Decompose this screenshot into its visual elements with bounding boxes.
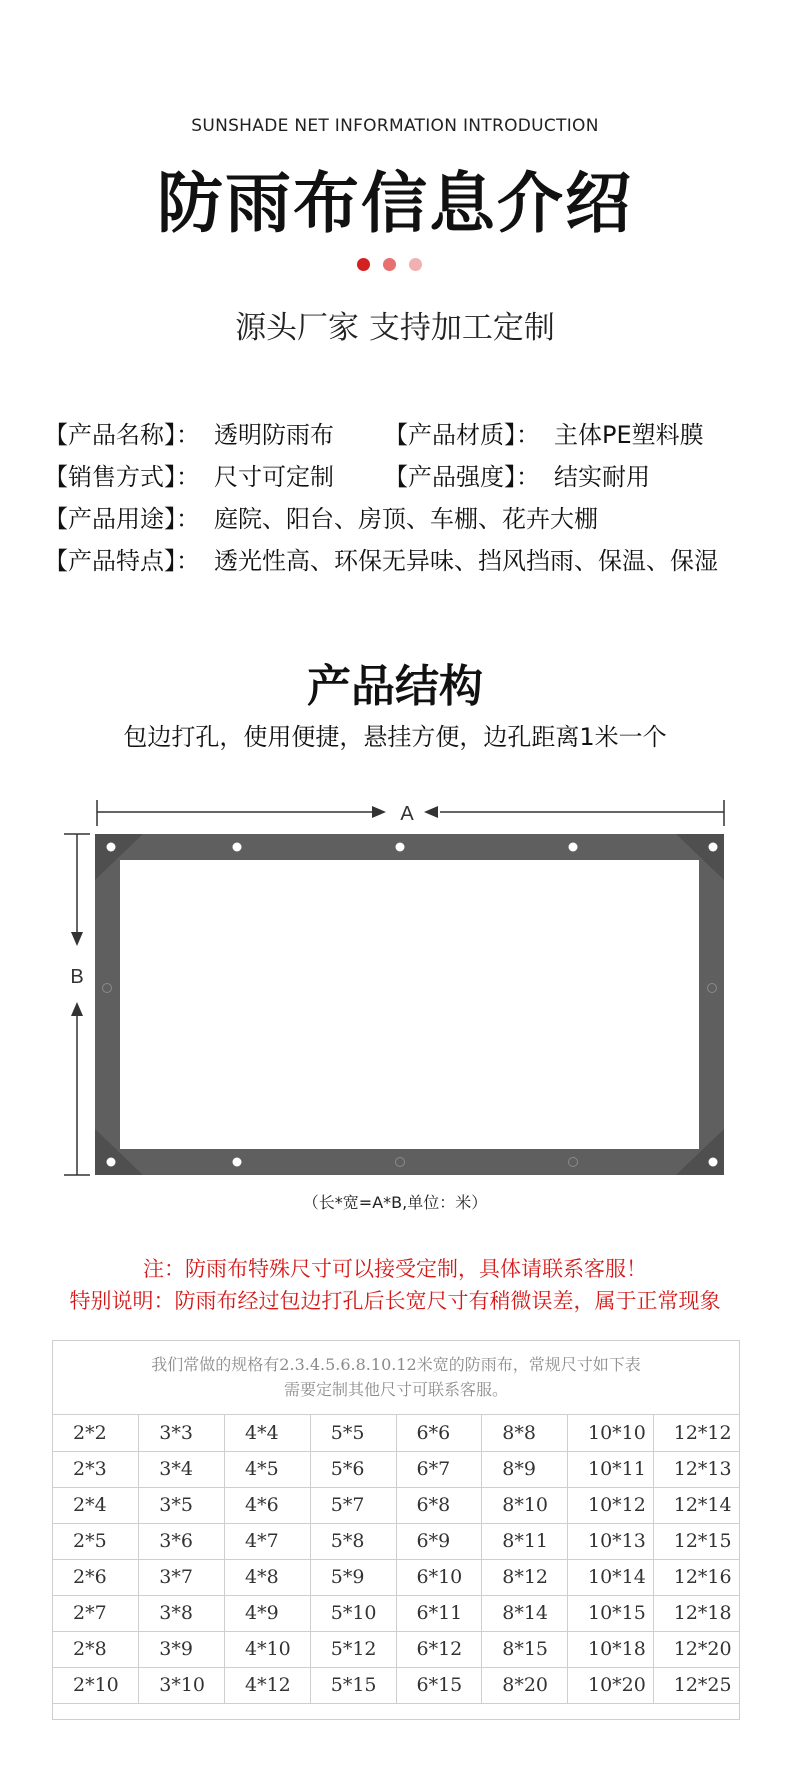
table-row: [53, 1631, 739, 1667]
dim-a-label: A: [400, 803, 414, 825]
size-cell: 12*14: [653, 1487, 739, 1523]
info-col2: [384, 457, 650, 492]
tarp-frame: [95, 834, 724, 1175]
size-cell: 6*11: [396, 1595, 482, 1631]
size-cell: 5*9: [310, 1559, 396, 1595]
size-cell: 4*9: [225, 1595, 311, 1631]
size-cell: 3*9: [139, 1631, 225, 1667]
size-cell: 12*12: [653, 1415, 739, 1451]
info-row-3: [44, 499, 598, 535]
size-cell: 4*12: [225, 1667, 311, 1703]
size-cell: 2*6: [53, 1559, 139, 1595]
size-cell: 12*13: [653, 1451, 739, 1487]
note-special: 特别说明：防雨布经过包边打孔后长宽尺寸有稍微误差，属于正常现象: [69, 1289, 721, 1313]
table-row: [53, 1451, 739, 1487]
size-cell: 8*15: [482, 1631, 568, 1667]
dim-b-label: B: [70, 966, 84, 988]
page-title: 防雨布信息介绍: [157, 165, 633, 242]
strength-value: 结实耐用: [554, 463, 650, 491]
size-cell: 5*10: [310, 1595, 396, 1631]
dim-a-arrow-left: [424, 806, 438, 818]
size-cell: 10*15: [568, 1595, 654, 1631]
size-cell: 5*5: [310, 1415, 396, 1451]
size-table: [52, 1340, 740, 1720]
size-cell: 12*15: [653, 1523, 739, 1559]
size-table-header: [53, 1341, 739, 1415]
size-cell: 8*9: [482, 1451, 568, 1487]
diagram-caption: （长*宽=A*B,单位：米）: [302, 1193, 488, 1212]
size-cell: 2*5: [53, 1523, 139, 1559]
size-cell: 5*6: [310, 1451, 396, 1487]
size-cell: 8*14: [482, 1595, 568, 1631]
size-cell: 6*10: [396, 1559, 482, 1595]
size-cell: 2*2: [53, 1415, 139, 1451]
grommet: [569, 843, 578, 852]
dot-3: [409, 258, 422, 271]
dot-1: [357, 258, 370, 271]
size-cell: 10*14: [568, 1559, 654, 1595]
table-row: [53, 1523, 739, 1559]
size-cell: 3*8: [139, 1595, 225, 1631]
table-row: [53, 1667, 739, 1703]
size-cell: 5*12: [310, 1631, 396, 1667]
size-cell: 5*8: [310, 1523, 396, 1559]
size-cell: 2*3: [53, 1451, 139, 1487]
grommet: [233, 843, 242, 852]
size-cell: 6*12: [396, 1631, 482, 1667]
material-value: 主体PE塑料膜: [554, 421, 704, 449]
dim-b-arrow-down: [71, 932, 83, 946]
size-cell: 3*4: [139, 1451, 225, 1487]
size-cell: 8*10: [482, 1487, 568, 1523]
decorative-dots: [357, 258, 437, 272]
grommet: [233, 1158, 242, 1167]
size-cell: 3*3: [139, 1415, 225, 1451]
size-cell: 8*11: [482, 1523, 568, 1559]
note-custom-size: 注：防雨布特殊尺寸可以接受定制，具体请联系客服！: [143, 1257, 647, 1281]
sale-label: 【销售方式】：: [44, 463, 200, 491]
size-cell: 4*10: [225, 1631, 311, 1667]
size-cell: 6*15: [396, 1667, 482, 1703]
size-cell: 10*11: [568, 1451, 654, 1487]
size-cell: 2*8: [53, 1631, 139, 1667]
size-cell: 2*10: [53, 1667, 139, 1703]
size-cell: 6*6: [396, 1415, 482, 1451]
size-cell: 3*10: [139, 1667, 225, 1703]
grommet: [107, 1158, 116, 1167]
size-cell: 4*7: [225, 1523, 311, 1559]
info-row-1: [44, 415, 704, 451]
size-cell: 6*9: [396, 1523, 482, 1559]
size-cell: 12*18: [653, 1595, 739, 1631]
size-cell: 4*8: [225, 1559, 311, 1595]
dot-2: [383, 258, 396, 271]
structure-description: 包边打孔，使用便捷，悬挂方便，边孔距离1米一个: [123, 723, 667, 751]
size-cell: 3*7: [139, 1559, 225, 1595]
subtitle-en: SUNSHADE NET INFORMATION INTRODUCTION: [191, 116, 599, 136]
usage-label: 【产品用途】：: [44, 505, 200, 533]
usage-value: 庭院、阳台、房顶、车棚、花卉大棚: [214, 505, 598, 533]
grommet: [107, 843, 116, 852]
grommet: [396, 843, 405, 852]
size-grid: [53, 1415, 739, 1704]
grommet: [709, 843, 718, 852]
dim-a-arrow-right: [372, 806, 386, 818]
material-label: 【产品材质】：: [384, 421, 540, 449]
size-cell: 6*8: [396, 1487, 482, 1523]
size-cell: 10*20: [568, 1667, 654, 1703]
size-cell: 2*7: [53, 1595, 139, 1631]
table-row: [53, 1595, 739, 1631]
size-cell: 5*15: [310, 1667, 396, 1703]
info-row-2: [44, 457, 650, 493]
structure-title: 产品结构: [307, 661, 483, 712]
product-info: [44, 415, 764, 585]
dim-b-arrow-up: [71, 1002, 83, 1016]
name-label: 【产品名称】：: [44, 421, 200, 449]
size-cell: 4*4: [225, 1415, 311, 1451]
size-cell: 4*5: [225, 1451, 311, 1487]
info-row-4: [44, 541, 718, 577]
size-cell: 8*20: [482, 1667, 568, 1703]
info-col2: [384, 415, 704, 450]
size-cell: 10*18: [568, 1631, 654, 1667]
size-cell: 12*16: [653, 1559, 739, 1595]
size-cell: 3*6: [139, 1523, 225, 1559]
size-cell: 3*5: [139, 1487, 225, 1523]
table-row: [53, 1487, 739, 1523]
sale-value: 尺寸可定制: [214, 463, 334, 491]
size-cell: 12*25: [653, 1667, 739, 1703]
size-cell: 6*7: [396, 1451, 482, 1487]
size-cell: 10*10: [568, 1415, 654, 1451]
table-row: [53, 1559, 739, 1595]
size-table-header-line2: 需要定制其他尺寸可联系客服。: [283, 1380, 508, 1399]
grommet: [709, 1158, 718, 1167]
table-row: [53, 1415, 739, 1451]
size-cell: 4*6: [225, 1487, 311, 1523]
size-table-header-line1: 我们常做的规格有2.3.4.5.6.8.10.12米宽的防雨布，常规尺寸如下表: [151, 1355, 641, 1374]
name-value: 透明防雨布: [214, 421, 334, 449]
size-cell: 10*13: [568, 1523, 654, 1559]
size-cell: 8*12: [482, 1559, 568, 1595]
size-cell: 8*8: [482, 1415, 568, 1451]
size-cell: 12*20: [653, 1631, 739, 1667]
structure-diagram: [0, 780, 790, 1190]
size-cell: 5*7: [310, 1487, 396, 1523]
strength-label: 【产品强度】：: [384, 463, 540, 491]
size-cell: 2*4: [53, 1487, 139, 1523]
tagline: 源头厂家 支持加工定制: [235, 310, 555, 346]
feature-value: 透光性高、环保无异味、挡风挡雨、保温、保湿: [214, 547, 718, 575]
size-cell: 10*12: [568, 1487, 654, 1523]
feature-label: 【产品特点】：: [44, 547, 200, 575]
